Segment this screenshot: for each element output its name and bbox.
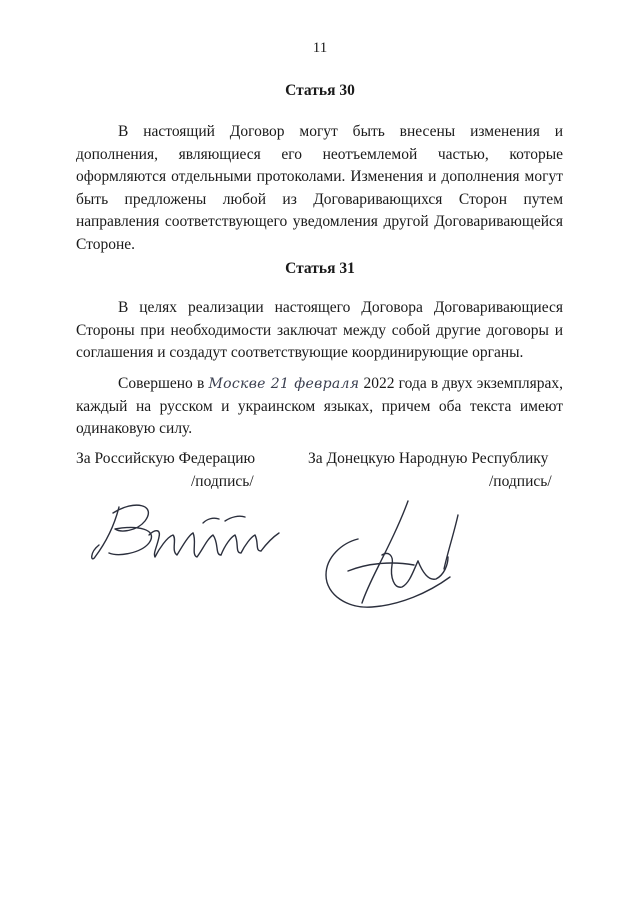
closing-suffix: 2022 года в двух экземплярах, каждый на русском и украинском языках, причем оба текста имеют одинаковую силу. <box>76 375 564 437</box>
signatory-label-dpr: За Донецкую Народную Республику <box>308 450 549 467</box>
article-31-text: В целях реализации настоящего Договора Договаривающиеся Стороны при необходимости заключат между собой другие договоры и соглашения и создадут соответствующие координирующие органы. <box>76 299 563 361</box>
article-30-text: В настоящий Договор могут быть внесены изменения и дополнения, являющиеся его неотъемлемой частью, которые оформляются отдельными протоколами. Изменения и дополнения могут быть предложены любой из Договаривающихся Сторон путем направления соответствующего уведомления другой Договаривающейся Стороне. <box>76 123 563 253</box>
signature-russia-image <box>85 495 285 575</box>
signature-note-dpr: /подпись/ <box>489 473 552 490</box>
page-number: 11 <box>312 40 328 56</box>
signatory-label-russia: За Российскую Федерацию <box>76 450 256 467</box>
closing-prefix: Совершено в <box>118 375 205 392</box>
closing-paragraph <box>76 373 563 441</box>
signature-dpr-image <box>318 495 478 620</box>
article-30-title: Статья 30 <box>285 82 355 99</box>
article-31-title: Статья 31 <box>285 260 355 277</box>
signature-note-russia: /подпись/ <box>191 473 254 490</box>
handwritten-place-date: Москве 21 февраля <box>208 376 360 392</box>
